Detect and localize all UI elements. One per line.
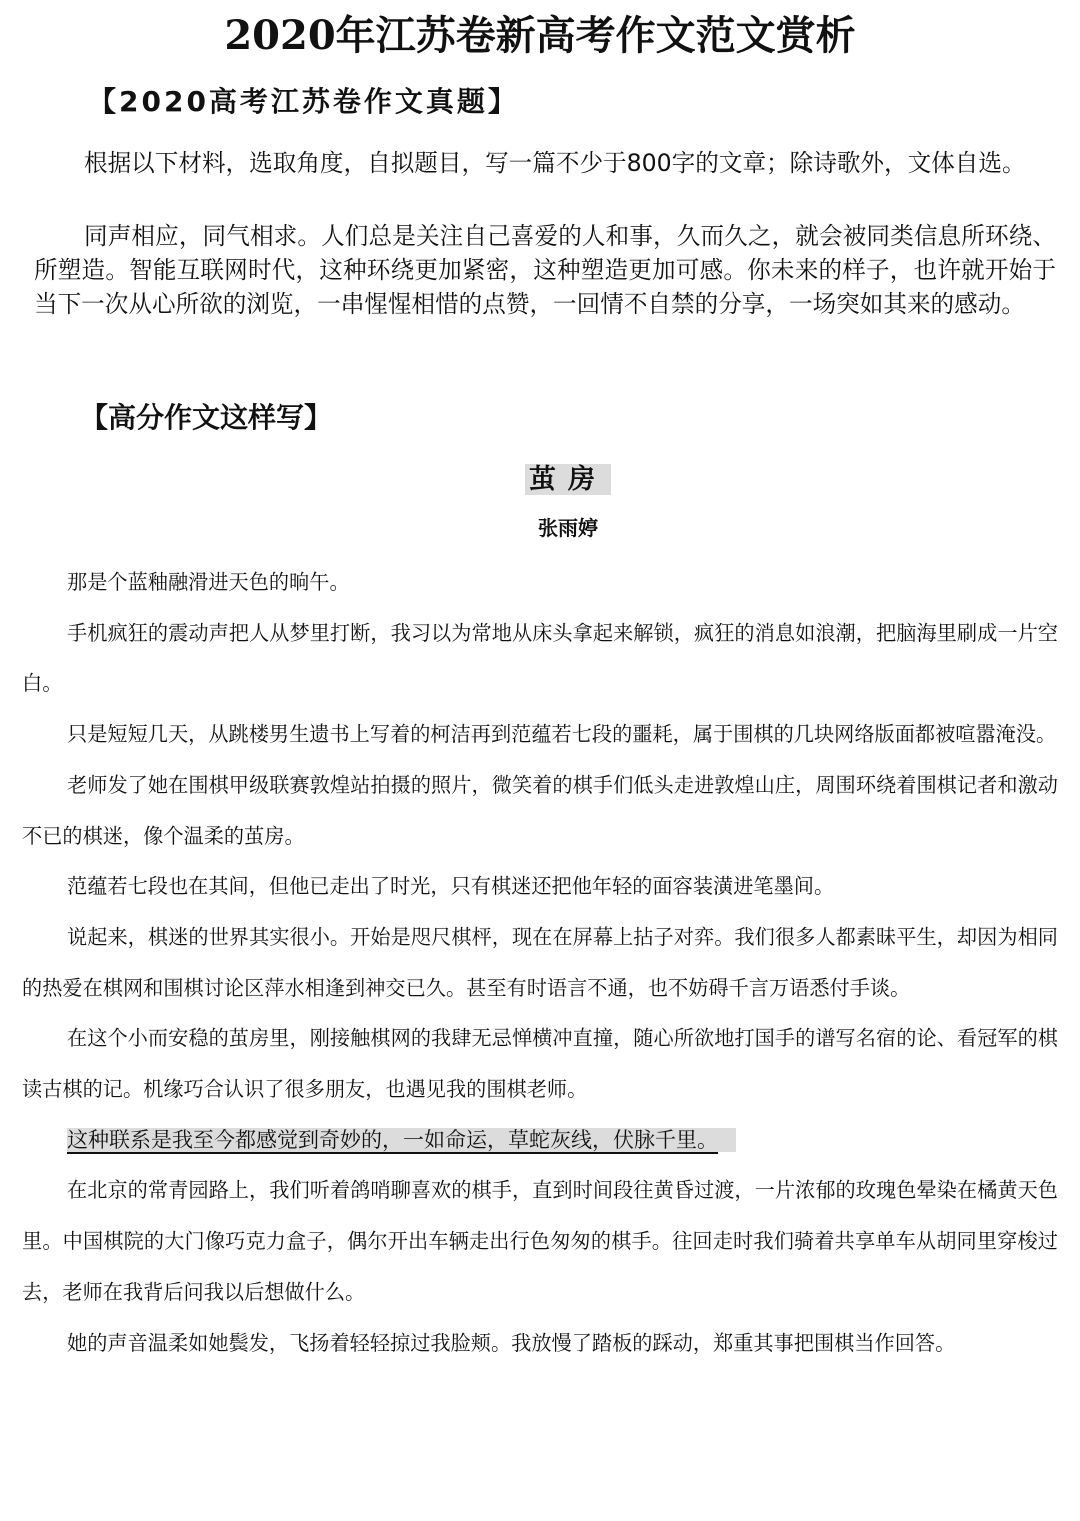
- essay-highlighted-paragraph: [22, 1115, 1058, 1166]
- essay-paragraph: 那是个蓝釉融滑进天色的晌午。: [67, 570, 350, 594]
- page-title: 2020年江苏卷新高考作文范文赏析: [224, 12, 856, 59]
- essay-body: [22, 557, 1058, 1368]
- essay-paragraph: 只是短短几天，从跳楼男生遗书上写着的柯洁再到范蕴若七段的噩耗，属于围棋的几块网络版面都被喧嚣淹没。: [67, 722, 1057, 747]
- essay-paragraph: 说起来，棋迷的世界其实很小。开始是咫尺棋枰，现在在屏幕上拈子对弈。我们很多人都素昧平生，却因为相同的热爱在棋网和围棋讨论区萍水相逢到神交已久。甚至有时语言不通，也不妨碍千言万语悉付手谈。: [22, 924, 1058, 1000]
- essay-paragraph: 在北京的常青园路上，我们听着鸽哨聊喜欢的棋手，直到时间段往黄昏过渡，一片浓郁的玫瑰色晕染在橘黄天色里。中国棋院的大门像巧克力盒子，偶尔开出车辆走出行色匆匆的棋手。往回走时我们骑着共享单车从胡同里穿梭过去，老师在我背后问我以后想做什么。: [22, 1178, 1058, 1304]
- essay-paragraph: 老师发了她在围棋甲级联赛敦煌站拍摄的照片，微笑着的棋手们低头走进敦煌山庄，周围环绕着围棋记者和激动不已的棋迷，像个温柔的茧房。: [22, 772, 1058, 848]
- prompt-material: 同声相应，同气相求。人们总是关注自己喜爱的人和事，久而久之，就会被同类信息所环绕、所塑造。智能互联网时代，这种环绕更加紧密，这种塑造更加可感。你未来的样子，也许就开始于当下一次从心所欲的浏览，一串惺惺相惜的点赞，一回情不自禁的分享，一场突如其来的感动。: [34, 222, 1056, 318]
- model-essay-heading: 【高分作文这样写】: [80, 401, 333, 434]
- prompt-instruction: 根据以下材料，选取角度，自拟题目，写一篇不少于800字的文章；除诗歌外，文体自选。: [84, 149, 1026, 177]
- exam-question-heading: 【2020高考江苏卷作文真题】: [88, 85, 519, 118]
- essay-paragraph: 在这个小而安稳的茧房里，刚接触棋网的我肆无忌惮横冲直撞，随心所欲地打国手的谱写名宿的论、看冠军的棋读古棋的记。机缘巧合认识了很多朋友，也遇见我的围棋老师。: [22, 1026, 1058, 1102]
- essay-title: 茧房: [0, 460, 1080, 500]
- essay-paragraph: 范蕴若七段也在其间，但他已走出了时光，只有棋迷还把他年轻的面容装潢进笔墨间。: [67, 874, 835, 899]
- essay-author: 张雨婷: [538, 516, 598, 540]
- essay-paragraph: 她的声音温柔如她鬓发，飞扬着轻轻掠过我脸颊。我放慢了踏板的踩动，郑重其事把围棋当作回答。: [67, 1330, 956, 1355]
- highlighted-sentence: 这种联系是我至今都感觉到奇妙的，一如命运，草蛇灰线，伏脉千里。: [67, 1128, 736, 1152]
- essay-paragraph: 手机疯狂的震动声把人从梦里打断，我习以为常地从床头拿起来解锁，疯狂的消息如浪潮，把脑海里刷成一片空白。: [22, 620, 1058, 696]
